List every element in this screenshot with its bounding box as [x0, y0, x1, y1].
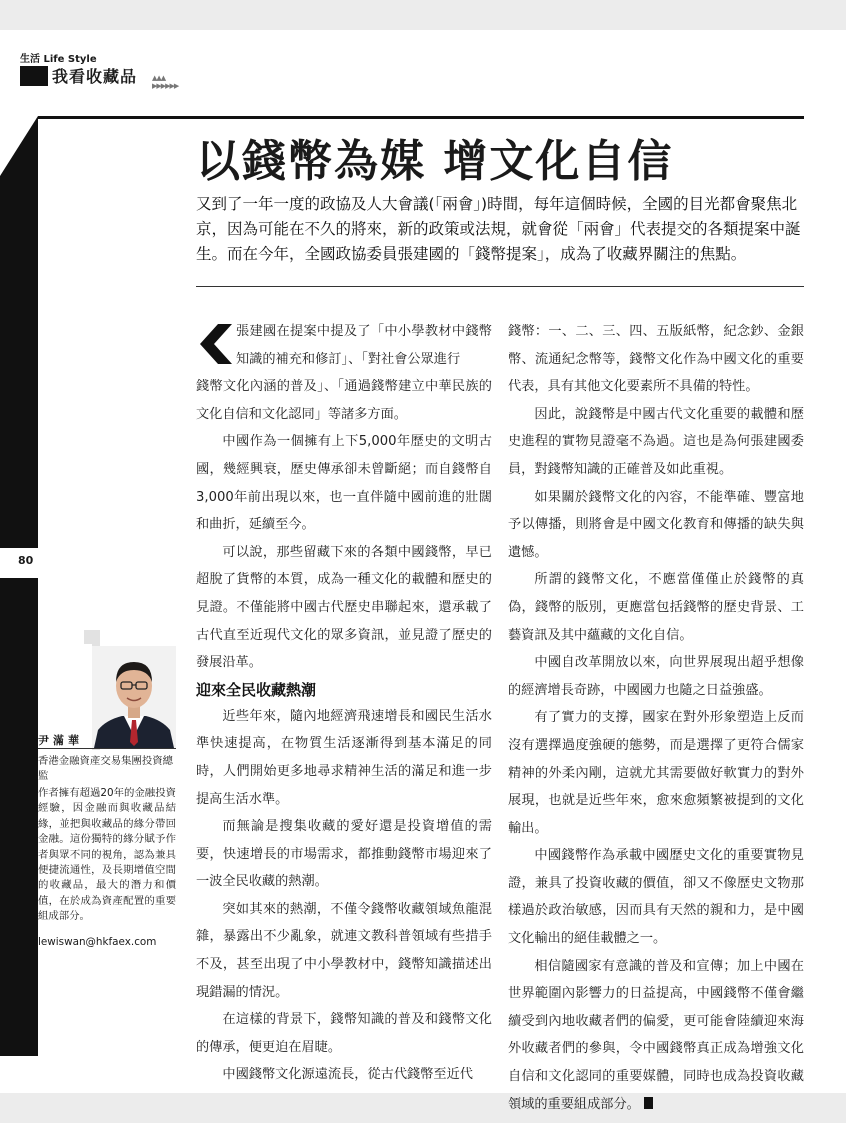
opening-paragraph: [196, 318, 492, 428]
paragraph: 所謂的錢幣文化，不應當僅僅止於錢幣的真偽，錢幣的版別，更應當包括錢幣的歷史背景、工藝資訊及其中蘊藏的文化自信。: [508, 572, 804, 643]
paragraph: 中國作為一個擁有上下5,000年歷史的文明古國，幾經興衰，歷史傳承卻未曾斷絕；而自錢幣自3,000年前出現以來，也一直伴隨中國前進的壯闊和曲折，延續至今。: [196, 434, 492, 533]
paragraph: 有了實力的支撐，國家在對外形象塑造上反而沒有選擇過度強硬的態勢，而是選擇了更符合儒家精神的外柔內剛，這就尤其需要做好軟實力的對外展現，也就是近些年來，愈來愈頻繁被提到的文化輸出。: [508, 710, 804, 836]
paragraph: 中國錢幣作為承載中國歷史文化的重要實物見證，兼具了投資收藏的價值，卻又不像歷史文物那樣過於政治敏感，因而具有天然的親和力，是中國文化輸出的絕佳載體之一。: [508, 848, 804, 947]
arrows-decoration-icon: ▲▲▲ ▶▶▶▶▶▶: [152, 74, 179, 90]
closing-paragraph-text: 相信隨國家有意識的普及和宣傳；加上中國在世界範圍內影響力的日益提高，中國錢幣不僅會繼續受到內地收藏者們的偏愛，更可能會陸續迎來海外收藏者們的參與，令中國錢幣真正成為增強文化自信和文化認同的重要媒體，同時也成為投資收藏領域的重要組成部分。: [508, 958, 804, 1112]
author-email: lewiswan@hkfaex.com: [38, 936, 157, 948]
paragraph: 中國自改革開放以來，向世界展現出超乎想像的經濟增長奇跡，中國國力也隨之日益強盛。: [508, 655, 804, 698]
end-mark-icon: [644, 1097, 653, 1109]
magazine-page: [0, 30, 846, 1112]
article-title: 以錢幣為媒 增文化自信: [196, 136, 674, 187]
top-rule: [38, 116, 804, 119]
author-name: 尹滿華: [38, 734, 83, 747]
left-black-strip: [0, 116, 38, 1056]
column-banner: [20, 64, 180, 88]
subheading: 迎來全民收藏熱潮: [196, 680, 317, 699]
continued-paragraph: 錢幣：一、二、三、四、五版紙幣，紀念鈔、金銀幣、流通紀念幣等，錢幣文化作為中國文化的重要代表，具有其他文化要素所不具備的特性。: [508, 324, 804, 395]
column-left: [196, 318, 492, 1089]
column-right: [508, 318, 804, 1118]
paragraph: [508, 953, 804, 1119]
divider-rule: [196, 286, 804, 287]
banner-block: [20, 66, 48, 86]
paragraph: 可以說，那些留藏下來的各類中國錢幣，早已超脫了貨幣的本質，成為一種文化的載體和歷史的見證。不僅能將中國古代歷史串聯起來，還承載了古代直至近現代文化的眾多資訊，並見證了歷史的發展沿革。: [196, 544, 492, 671]
author-organization: 香港金融資產交易集團投資總監: [38, 755, 174, 782]
column-title: 我看收藏品: [52, 67, 138, 86]
opening-paragraph-indented: 張建國在提案中提及了「中小學教材中錢幣知識的補充和修訂」、「對社會公眾進行: [236, 324, 492, 367]
paragraph: 在這樣的背景下，錢幣知識的普及和錢幣文化的傳承，便更迫在眉睫。: [196, 1012, 492, 1055]
section-label: 生活 Life Style: [20, 54, 97, 65]
paragraph: 中國錢幣文化源遠流長，從古代錢幣至近代: [222, 1067, 473, 1083]
article-lead: 又到了一年一度的政協及人大會議(「兩會」)時間，每年這個時候，全國的目光都會聚焦北京，因為可能在不久的將來，新的政策或法規，就會從「兩會」代表提交的各類提案中誕生。而在今年，全國政協委員張建國的「錢幣提案」，成為了收藏界關注的焦點。: [196, 195, 801, 263]
paragraph: 近些年來，隨內地經濟飛速增長和國民生活水準快速提高，在物質生活逐漸得到基本滿足的同時，人們開始更多地尋求精神生活的滿足和進一步提高生活水準。: [196, 708, 492, 807]
paragraph: 因此，說錢幣是中國古代文化重要的載體和歷史進程的實物見證毫不為過。這也是為何張建國委員，對錢幣知識的正確普及如此重視。: [508, 406, 804, 477]
paragraph: 如果關於錢幣文化的內容，不能準確、豐富地予以傳播，則將會是中國文化教育和傳播的缺失與遺憾。: [508, 489, 804, 560]
opening-paragraph-rest: 錢幣文化內涵的普及」、「通過錢幣建立中華民族的文化自信和文化認同」等諸多方面。: [196, 379, 492, 422]
paragraph: 突如其來的熱潮，不僅令錢幣收藏領域魚龍混雜，暴露出不少亂象，就連文教科普領域有些措手不及，甚至出現了中小學教材中，錢幣知識描述出現錯漏的情況。: [196, 901, 492, 1000]
author-bio: 作者擁有超過20年的金融投資經驗，因金融而與收藏品結緣，並把與收藏品的緣分帶回金融。這份獨特的緣分賦予作者與眾不同的視角，認為兼具便捷流通性，及長期增值空間的收藏品，最大的潛力和價值，在於成為資產配置的重要組成部分。: [38, 787, 176, 923]
paragraph: 而無論是搜集收藏的愛好還是投資增值的需要，快速增長的市場需求，都推動錢幣市場迎來了一波全民收藏的熱潮。: [196, 819, 492, 890]
page-number: 80: [18, 554, 34, 567]
author-rule: [38, 748, 176, 749]
author-portrait: [92, 646, 176, 748]
